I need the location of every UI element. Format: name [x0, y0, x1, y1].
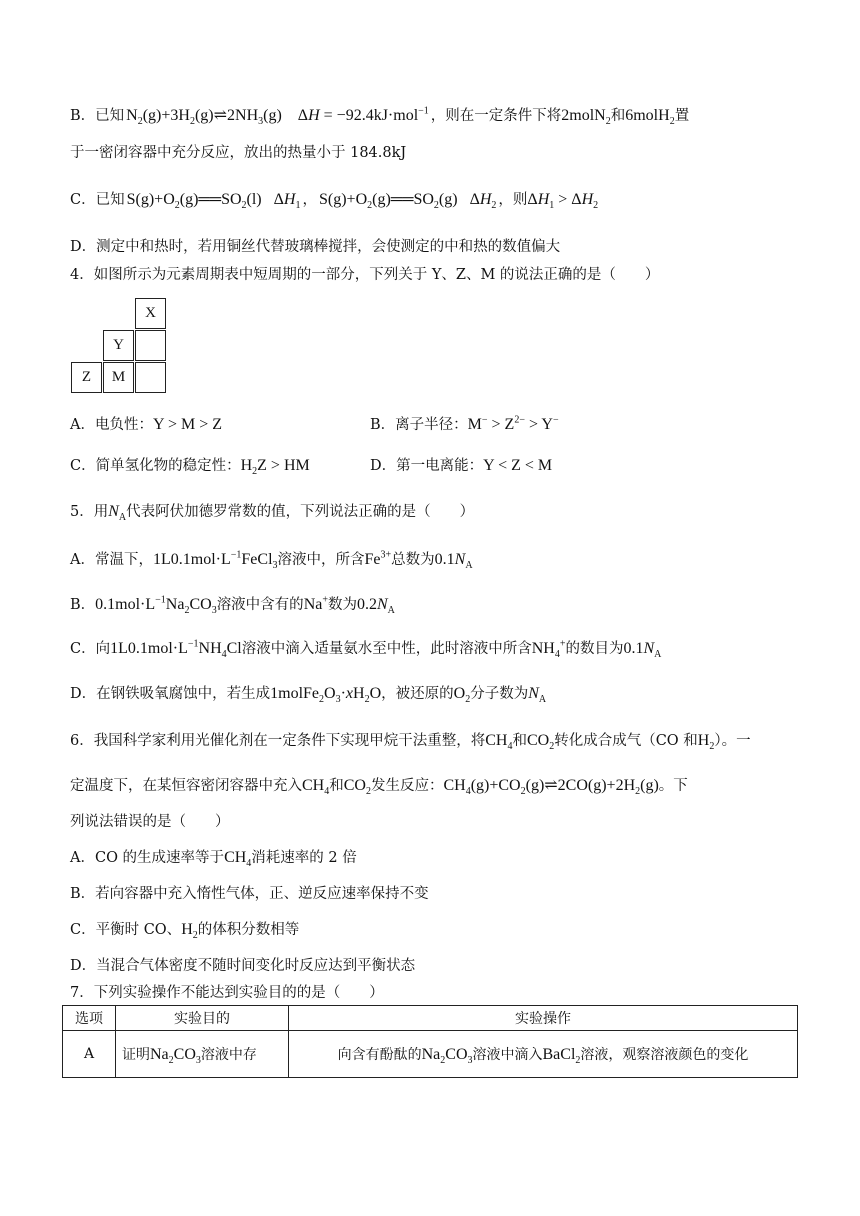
q6-option-c	[70, 920, 800, 940]
q4-c-expr: $H_2Z$ > HM	[240, 457, 310, 478]
q5-c-ion: $NH_4^+$	[531, 638, 566, 661]
q5-c-pre: C．向	[70, 641, 111, 657]
q6-stem-line1	[70, 731, 800, 751]
q4-a-expr: Y > M > Z	[152, 416, 222, 433]
q6-l1-end: ）。一	[714, 733, 751, 749]
q3-b-h2: 6molH$_2$	[625, 107, 675, 128]
q6-l1-h2: $H_2$	[697, 732, 715, 753]
q6-l2-ch4: $CH_4$	[302, 777, 330, 798]
q4-options-ab	[70, 415, 800, 435]
q6-stem-line3: 列说法错误的是（ ）	[70, 814, 230, 830]
q5-c-mid2: 的数目为	[565, 641, 624, 657]
row-a-purpose	[116, 1031, 289, 1078]
q3-option-c: C．已知 $S(g)+O_2(g)══SO_2(l)$ $\Delta H_1$ ， $S(g)+O_2(g)══SO_2(g)$ $\Delta H_2$ ，则$\Delta H_1 > \Delta H_2$	[70, 191, 599, 212]
q6-stem-line2	[70, 776, 800, 796]
q4-b-label: B．离子半径：	[370, 417, 468, 433]
header-option: 选项	[63, 1006, 116, 1031]
q3-c-then: ，则	[498, 192, 528, 208]
row-a-purpose-pre: 证明	[122, 1047, 150, 1063]
q4-options-cd	[70, 456, 800, 476]
q5-a-ion: $Fe^{3+}$	[364, 549, 392, 568]
q6-l1-post: 转化成合成气（CO 和	[554, 733, 698, 749]
q5-option-c	[70, 639, 800, 659]
cell-m: M	[103, 362, 134, 393]
q5-b-ion: Na+	[303, 594, 328, 613]
q6-c-post: 的体积分数相等	[197, 922, 300, 938]
q5-d-rust: $1molFe_2O_3\cdot xH_2O$	[270, 685, 382, 706]
q5-b-mid: 溶液中含有的	[216, 597, 304, 613]
periodic-table-fragment	[70, 298, 166, 394]
row-a-op-formula1: $Na_2CO_3$	[421, 1046, 473, 1067]
q6-l1-ch4: $CH_4$	[485, 732, 513, 753]
q3-c-compare: $\Delta H_1 > \Delta H_2$	[527, 191, 599, 212]
q5-option-b	[70, 595, 800, 615]
cell-y: Y	[103, 330, 134, 361]
q4-a-label: A．电负性：	[70, 417, 153, 433]
q5-b-solution: $0.1mol\cdot L^{-1}Na_2CO_3$	[95, 594, 217, 617]
cell-x: X	[135, 298, 166, 329]
q3-b-end: 置	[674, 108, 690, 124]
q7-experiment-table	[62, 1005, 798, 1078]
q6-l2-co2: $CO_2$	[343, 777, 371, 798]
row-a-purpose-formula: $Na_2CO_3$	[150, 1046, 201, 1067]
header-operation: 实验操作	[289, 1006, 798, 1031]
q5-d-mid: ，被还原的	[381, 686, 454, 702]
q5-c-value: $0.1N_A$	[623, 640, 662, 661]
q6-l1-co2: $CO_2$	[526, 732, 555, 753]
q4-option-c	[70, 456, 370, 476]
q4-c-label: C．简单氢化物的稳定性：	[70, 458, 241, 474]
row-a-operation	[289, 1031, 798, 1078]
q6-c-pre: C．平衡时 CO、	[70, 922, 182, 938]
q5-d-mid2: 分子数为	[470, 686, 529, 702]
q6-option-a	[70, 848, 800, 868]
q3-b-equation: $N_2(g)+3H_2(g)\rightleftharpoons 2NH_3(g)$ ΔH = −92.4kJ·mol$^{-1}$	[126, 105, 429, 128]
q4-option-d	[370, 458, 552, 474]
q5-a-solution: $1L0.1mol\cdot L^{-1}FeCl_3$	[152, 549, 278, 572]
table-row	[63, 1031, 798, 1078]
cell-empty-2	[135, 362, 166, 393]
table-header-row	[63, 1006, 798, 1031]
q5-c-solution: $1L0.1mol\cdot L^{-1}NH_4Cl$	[110, 638, 242, 661]
q6-l2-pre: 定温度下，在某恒容密闭容器中充入	[70, 778, 302, 794]
q5-a-value: $0.1N_A$	[434, 551, 473, 572]
q5-stem	[70, 502, 800, 522]
q5-a-mid: 溶液中，所含	[277, 552, 365, 568]
q3-option-d: D．测定中和热时，若用铜丝代替玻璃棒搅拌，会使测定的中和热的数值偏大	[70, 239, 561, 255]
q4-d-label: D．第一电离能：	[370, 458, 484, 474]
q6-l2-mid: 发生反应：	[370, 778, 444, 794]
q5-option-a	[70, 550, 800, 570]
cell-z: Z	[71, 362, 102, 393]
q5-stem-post: 代表阿伏加德罗常数的值，下列说法正确的是（ ）	[126, 504, 475, 520]
q5-d-o2: $O_2$	[453, 685, 471, 706]
q5-b-value: $0.2N_A$	[356, 596, 395, 617]
q6-option-b: B．若向容器中充入惰性气体，正、逆反应速率保持不变	[70, 886, 429, 902]
q6-option-d: D．当混合气体密度不随时间变化时反应达到平衡状态	[70, 958, 416, 974]
row-a-op-pre: 向含有酚酞的	[337, 1047, 422, 1063]
q5-na: $N_A$	[108, 503, 127, 524]
q4-option-b	[370, 414, 559, 433]
q4-stem: 4．如图所示为元素周期表中短周期的一部分，下列关于 Y、Z、M 的说法正确的是（ ）	[70, 267, 660, 283]
row-a-op-formula2: BaCl$_2$	[542, 1046, 581, 1067]
q6-l2-and: 和	[329, 778, 344, 794]
q6-c-h2: $H_2$	[181, 921, 198, 942]
header-purpose: 实验目的	[116, 1006, 289, 1031]
q3-option-b-line1	[70, 106, 800, 126]
row-a-purpose-post: 溶液中存	[200, 1047, 257, 1063]
q5-a-pre: A．常温下，	[70, 552, 153, 568]
q6-l1-pre: 6．我国科学家利用光催化剂在一定条件下实现甲烷干法重整，将	[70, 733, 486, 749]
q6-reaction: $CH_4(g)+CO_2(g)\rightleftharpoons 2CO(g)+2H_2(g)$	[443, 777, 659, 798]
q4-b-expr: $M^- > Z^{2-} > Y^-$	[467, 414, 559, 433]
q3-b-text: ，则在一定条件下将	[430, 108, 562, 124]
q6-l2-end: 。下	[658, 778, 688, 794]
q3-option-b-line2: 于一密闭容器中充分反应，放出的热量小于 184.8kJ	[70, 145, 407, 161]
q3-b-n2: 2molN$_2$	[561, 107, 611, 128]
q5-a-mid2: 总数为	[391, 552, 435, 568]
q6-a-pre: A．CO 的生成速率等于	[70, 850, 225, 866]
q3-c-label: C．已知	[70, 192, 125, 208]
q3-c-equation-1: $S(g)+O_2(g)══SO_2(l)$ $\Delta H_1$	[126, 191, 301, 212]
row-a-op-mid: 溶液中滴入	[472, 1047, 543, 1063]
q3-c-equation-2: $S(g)+O_2(g)══SO_2(g)$ $\Delta H_2$	[318, 191, 497, 212]
q4-d-expr: Y < Z < M	[483, 457, 553, 474]
q5-b-mid2: 数为	[327, 597, 357, 613]
q7-stem: 7．下列实验操作不能达到实验目的的是（ ）	[70, 985, 384, 1001]
row-a-option: A	[63, 1031, 116, 1078]
q6-a-post: 消耗速率的 2 倍	[251, 850, 357, 866]
q4-option-a	[70, 415, 370, 435]
q5-d-value: $N_A$	[528, 685, 547, 706]
q6-l1-and: 和	[512, 733, 527, 749]
q6-a-ch4: $CH_4$	[224, 849, 252, 870]
q5-b-label: B．	[70, 597, 96, 613]
q3-b-label: B．已知	[70, 108, 125, 124]
q5-c-mid: 溶液中滴入适量氨水至中性，此时溶液中所含	[241, 641, 532, 657]
q5-option-d	[70, 684, 800, 704]
q3-b-and: 和	[610, 108, 626, 124]
q5-d-pre: D．在钢铁吸氧腐蚀中，若生成	[70, 686, 271, 702]
q5-stem-pre: 5．用	[70, 504, 109, 520]
cell-empty-1	[135, 330, 166, 361]
row-a-op-post: 溶液，观察溶液颜色的变化	[580, 1047, 749, 1063]
